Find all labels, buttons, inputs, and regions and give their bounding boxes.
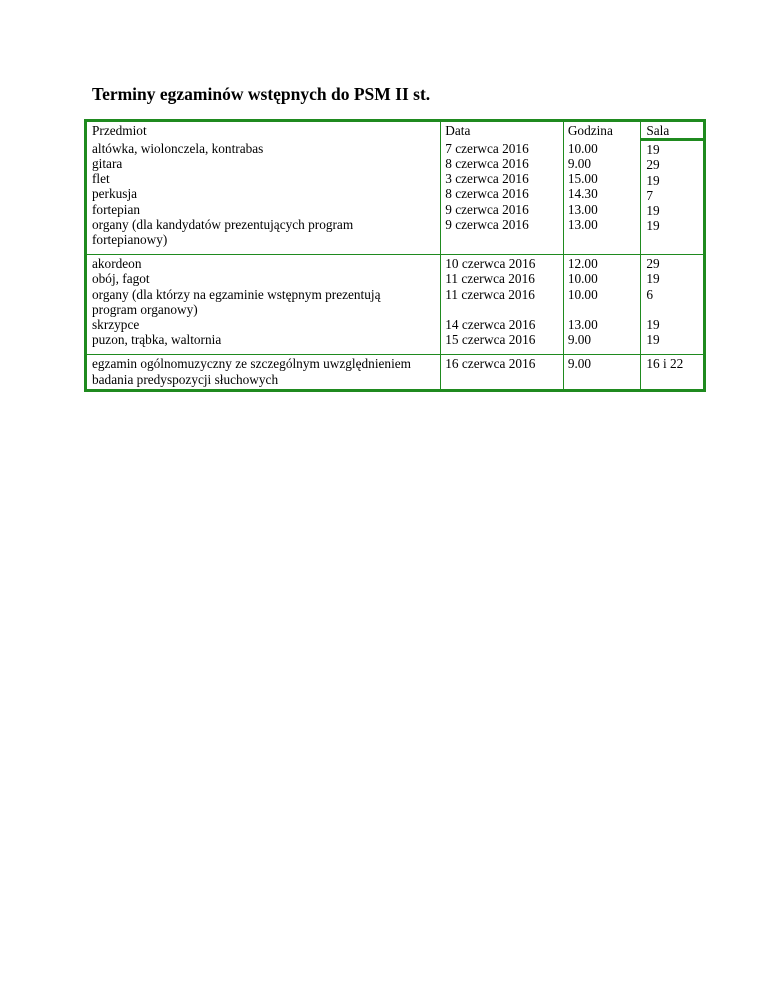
table-row-group — [86, 355, 705, 390]
date-cell — [441, 255, 564, 355]
room-line: 16 i 22 — [646, 356, 684, 372]
date-line: 11 czerwca 2016 — [445, 286, 535, 302]
subject-line: gitara — [92, 155, 123, 171]
time-line: 10.00 — [567, 140, 598, 156]
header-subject: Przedmiot — [86, 121, 441, 140]
subject-line: organy (dla którzy na egzaminie wstępnym prezentują — [92, 286, 381, 302]
time-line: 14.30 — [567, 186, 598, 202]
subject-line: skrzypce — [92, 316, 140, 332]
date-line: 3 czerwca 2016 — [445, 171, 529, 187]
time-line: 13.00 — [567, 316, 598, 332]
subject-line: perkusja — [92, 186, 138, 202]
date-line: 16 czerwca 2016 — [445, 356, 536, 372]
time-line — [568, 302, 638, 317]
date-cell — [441, 140, 564, 255]
room-cell — [641, 255, 705, 355]
header-time: Godzina — [563, 121, 641, 140]
room-cell — [641, 355, 705, 390]
time-line: 13.00 — [567, 216, 598, 232]
time-line: 10.00 — [567, 271, 598, 287]
date-line: 9 czerwca 2016 — [445, 216, 529, 232]
time-line: 10.00 — [567, 286, 598, 302]
time-line: 9.00 — [567, 332, 592, 348]
subject-line: organy (dla kandydatów prezentujących program — [92, 216, 354, 232]
time-cell — [563, 255, 641, 355]
date-cell — [441, 355, 564, 390]
room-line: 19 — [646, 316, 660, 332]
time-cell — [563, 355, 641, 390]
table-row-group — [86, 140, 705, 255]
subject-line: fortepian — [92, 201, 140, 217]
room-line: 19 — [646, 203, 660, 219]
room-line: 19 — [646, 218, 660, 234]
room-line: 7 — [646, 187, 653, 203]
room-line: 19 — [646, 332, 660, 348]
room-line: 6 — [646, 286, 653, 302]
exam-schedule-table — [84, 119, 706, 392]
subject-line: fortepianowy) — [92, 231, 168, 247]
header-room: Sala — [641, 121, 705, 140]
room-line: 19 — [646, 142, 660, 158]
date-line: 10 czerwca 2016 — [445, 256, 536, 272]
time-cell — [563, 140, 641, 255]
subject-line: puzon, trąbka, waltornia — [92, 332, 222, 348]
date-line: 11 czerwca 2016 — [445, 271, 535, 287]
header-date: Data — [441, 121, 564, 140]
subject-line: program organowy) — [92, 301, 198, 317]
time-line: 15.00 — [567, 171, 598, 187]
room-line: 19 — [646, 172, 660, 188]
subject-line: akordeon — [92, 256, 142, 272]
time-line: 13.00 — [567, 201, 598, 217]
subject-line: egzamin ogólnomuzyczny ze szczególnym uwzględnieniem — [92, 356, 412, 372]
subject-line: altówka, wiolonczela, kontrabas — [92, 140, 264, 156]
room-cell — [641, 140, 705, 255]
subject-line: badania predyspozycji słuchowych — [92, 371, 279, 387]
time-line: 9.00 — [567, 356, 592, 372]
room-line: 29 — [646, 157, 660, 173]
date-line — [445, 302, 560, 317]
table-row-group — [86, 255, 705, 355]
room-line: 29 — [646, 256, 660, 272]
page-title: Terminy egzaminów wstępnych do PSM II st. — [92, 84, 431, 104]
date-line: 8 czerwca 2016 — [445, 186, 529, 202]
room-line — [646, 302, 700, 317]
date-line: 8 czerwca 2016 — [445, 155, 529, 171]
date-line: 15 czerwca 2016 — [445, 332, 536, 348]
time-line: 12.00 — [567, 256, 598, 272]
date-line: 7 czerwca 2016 — [445, 140, 529, 156]
date-line: 14 czerwca 2016 — [445, 316, 536, 332]
time-line: 9.00 — [567, 155, 592, 171]
subject-line: flet — [92, 171, 110, 187]
subject-cell — [86, 140, 441, 255]
subject-cell — [86, 355, 441, 390]
room-line: 19 — [646, 271, 660, 287]
subject-cell — [86, 255, 441, 355]
subject-line: obój, fagot — [92, 271, 150, 287]
table-header-row — [86, 121, 705, 140]
date-line: 9 czerwca 2016 — [445, 201, 529, 217]
